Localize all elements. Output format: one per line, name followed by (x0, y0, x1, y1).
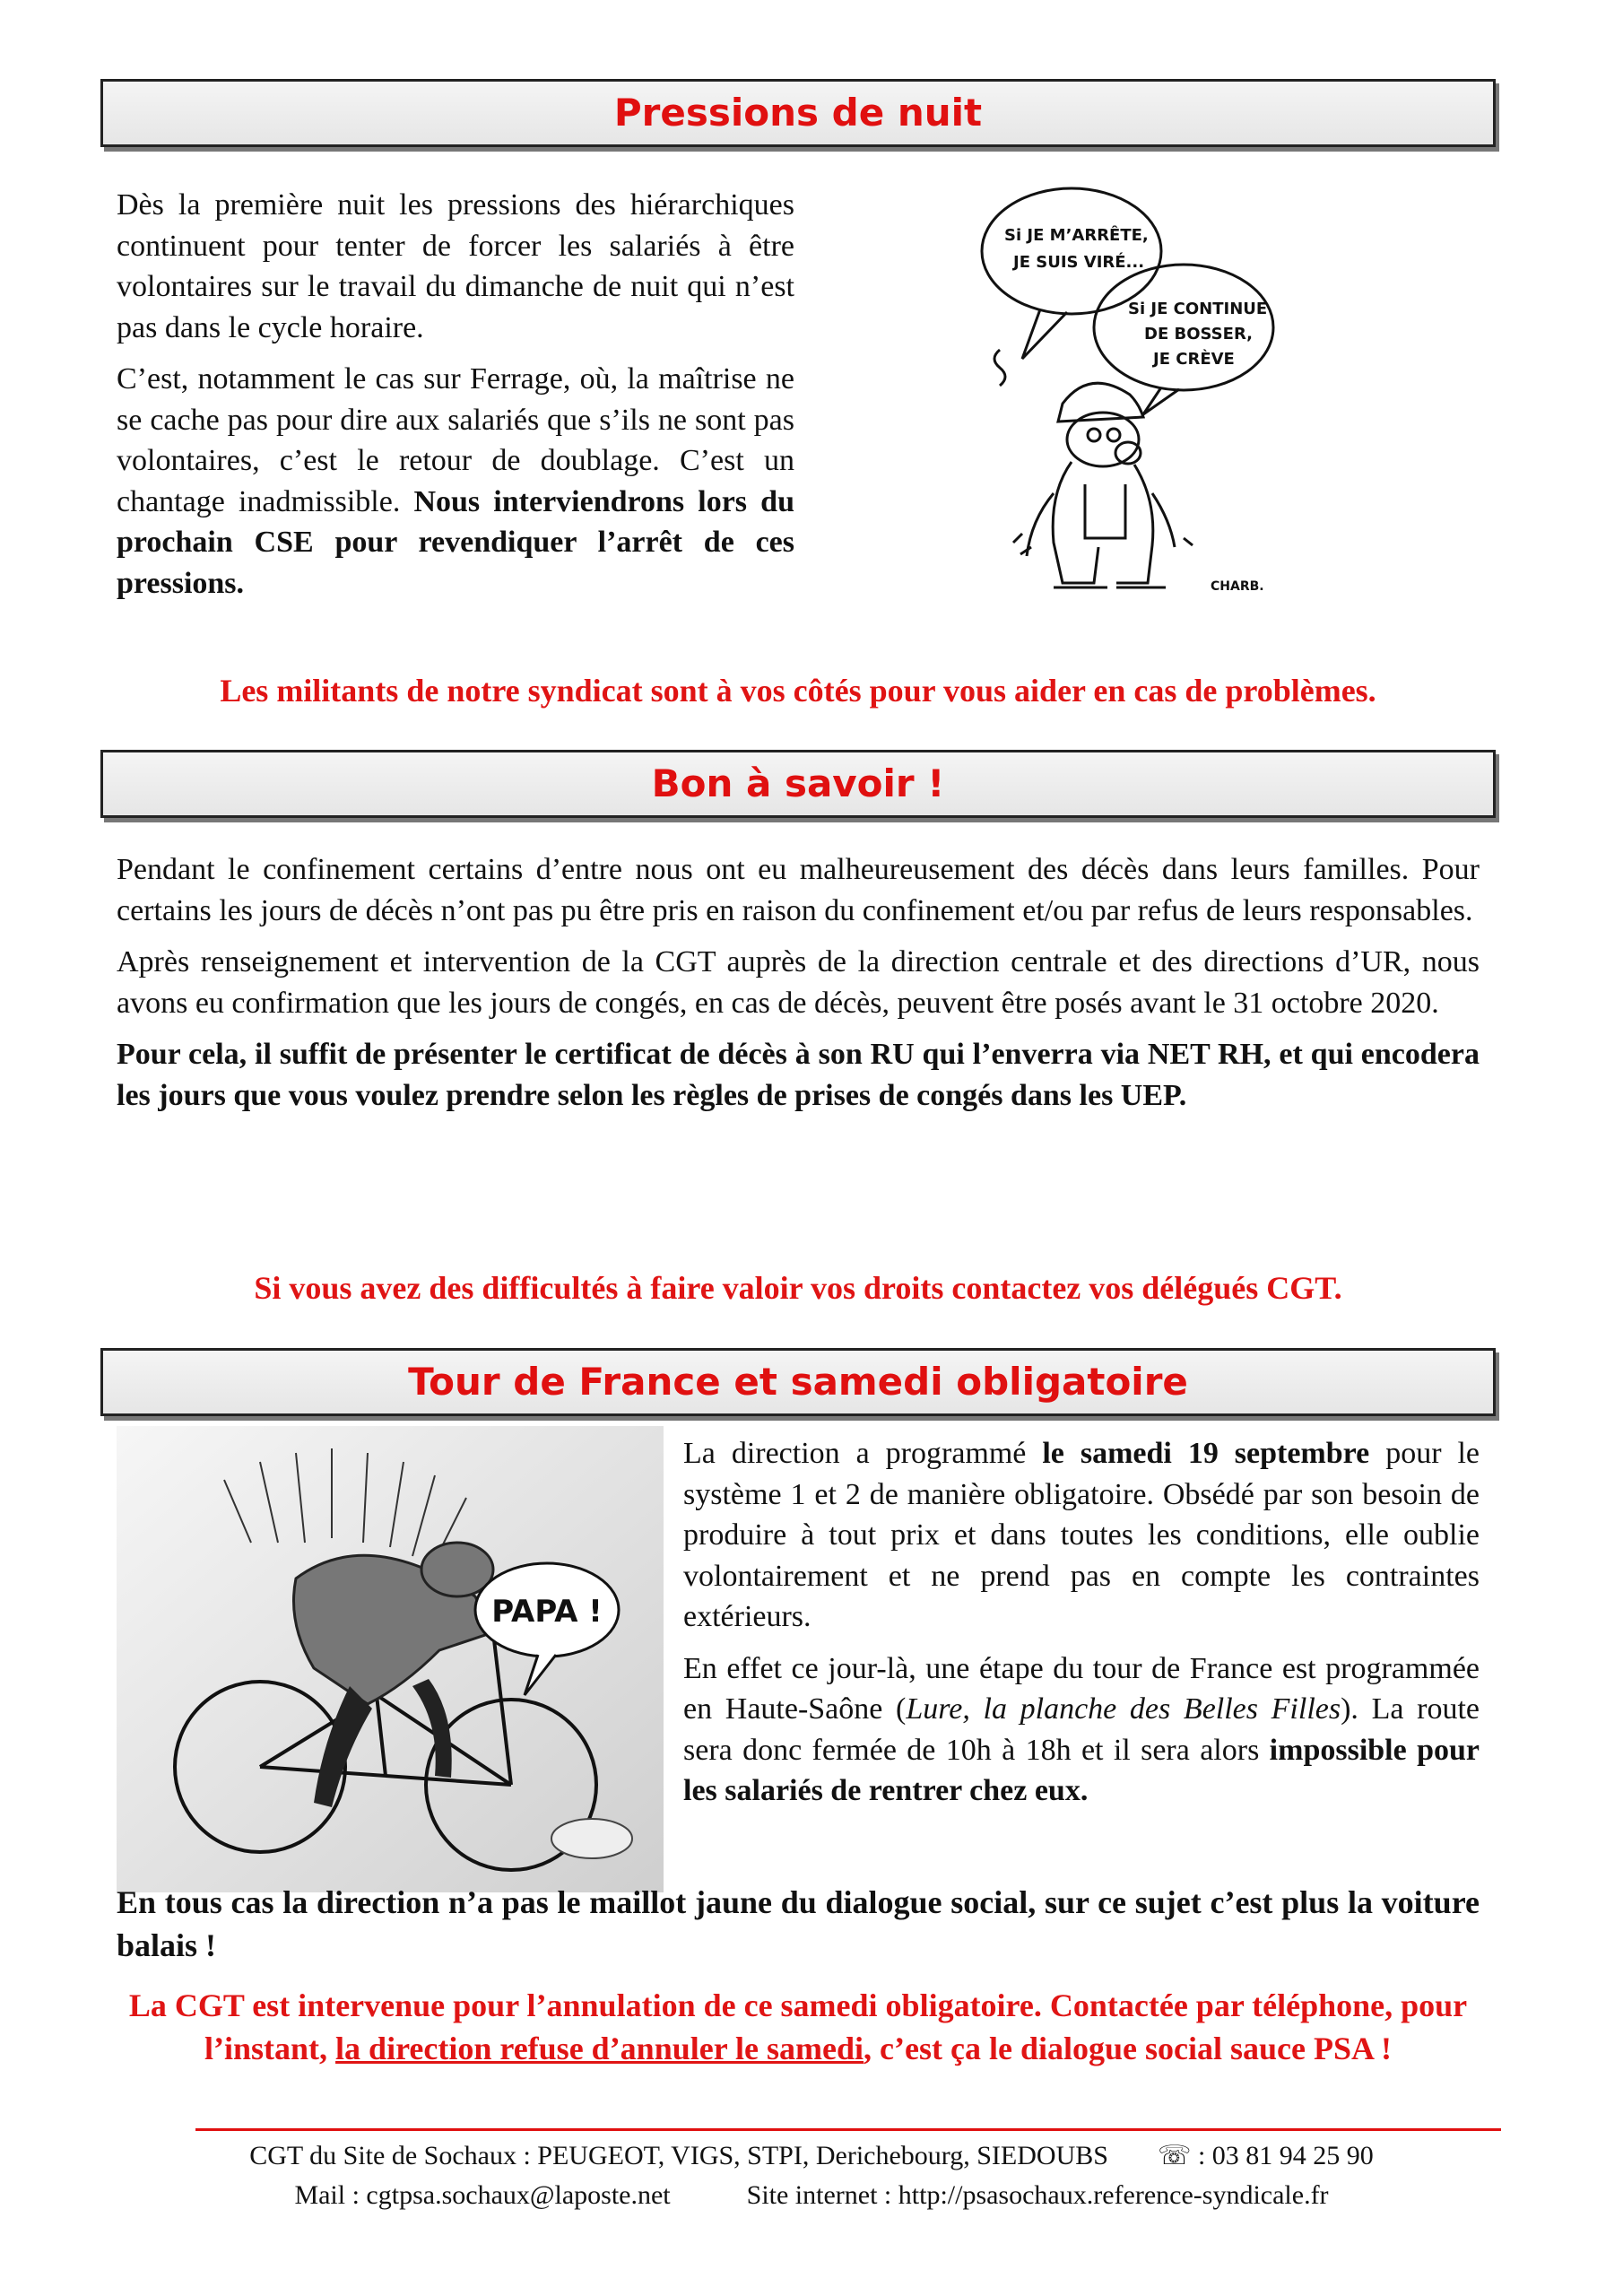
bubble-text: Si JE CONTINUE (1128, 300, 1268, 318)
conclusion: En tous cas la direction n’a pas le maillot jaune du dialogue social, sur ce sujet c’est plus la voiture balais ! (117, 1884, 1480, 1963)
red-callout: La CGT est intervenue pour l’annulation de ce samedi obligatoire. Contactée par téléphone, pour l’instant, la direction refuse d’annuler le samedi, c’est ça le dialogue social sauce PSA ! (128, 1987, 1468, 2066)
phone-icon: ☏ (1157, 2140, 1192, 2171)
cartoon-signature: CHARB. (1211, 579, 1264, 594)
cartoon-tired-worker (968, 179, 1291, 610)
bubble-text: PAPA ! (491, 1594, 603, 1630)
footer-phone: : 03 81 94 25 90 (1197, 2141, 1374, 2170)
section-title-bon-a-savoir: Bon à savoir ! (100, 750, 1496, 818)
section-title-pressions: Pressions de nuit (100, 79, 1496, 147)
footer-line-2 (126, 2178, 1497, 2213)
footer-website[interactable]: Site internet : http://psasochaux.reference-syndicale.fr (746, 2180, 1329, 2210)
red-callout: Si vous avez des difficultés à faire valoir vos droits contactez vos délégués CGT. (254, 1270, 1342, 1306)
paragraph: Après renseignement et intervention de la CGT auprès de la direction centrale et des directions d’UR, nous avons eu confirmation que les jours de congés, en cas de décès, peuvent être posés avant le 31 octobre 2020. (117, 945, 1480, 1020)
footer-mail[interactable]: Mail : cgtpsa.sochaux@laposte.net (294, 2180, 671, 2210)
section2-text (117, 849, 1480, 1126)
bubble-text: DE BOSSER, (1144, 325, 1253, 344)
paragraph: Pendant le confinement certains d’entre nous ont eu malheureusement des décès dans leurs familles. Pour certains les jours de décès n’ont pas pu être pris en raison du confinement et/ou par refus de leurs responsables. (117, 853, 1480, 927)
red-callout: Les militants de notre syndicat sont à vos côtés pour vous aider en cas de problèmes. (220, 673, 1376, 709)
paragraph: C’est, notamment le cas sur Ferrage, où, la maîtrise ne se cache pas pour dire aux salariés que s’ils ne sont pas volontaires, c’est le retour de doublage. C’est un chantage inadmissible. Nous interviendrons lors du prochain CSE pour revendiquer l’arrêt de ces pressions. (117, 362, 794, 600)
paragraph: Pour cela, il suffit de présenter le certificat de décès à son RU qui l’enverra via NET RH, et qui encodera les jours que vous voulez prendre selon les règles de prises de congés dans les UEP. (117, 1038, 1480, 1112)
footer-line-1 (126, 2138, 1497, 2174)
bubble-text: JE CRÈVE (1153, 350, 1235, 369)
bubble-text: JE SUIS VIRÉ... (1013, 253, 1145, 272)
footer-divider (195, 2128, 1501, 2131)
section3-text (683, 1433, 1480, 1822)
paragraph: En effet ce jour-là, une étape du tour de France est programmée en Haute-Saône (Lure, la planche des Belles Filles). La route sera donc fermée de 10h à 18h et il sera alors impossible pour les salariés de rentrer chez eux. (683, 1651, 1480, 1807)
paragraph: La direction a programmé le samedi 19 septembre pour le système 1 et 2 de manière obligatoire. Obsédé par son besoin de produire à tout prix et dans toutes les conditions, elle oublie volontairement et ne prend pas en compte les contraintes extérieurs. (683, 1437, 1480, 1633)
cartoon-cyclist (117, 1426, 664, 1892)
paragraph: Dès la première nuit les pressions des hiérarchiques continuent pour tenter de forcer les salariés à être volontaires sur le travail du dimanche de nuit qui n’est pas dans le cycle horaire. (117, 188, 794, 344)
section-title-tour-de-france: Tour de France et samedi obligatoire (100, 1348, 1496, 1416)
section1-text (117, 185, 794, 614)
footer-org: CGT du Site de Sochaux : PEUGEOT, VIGS, STPI, Derichebourg, SIEDOUBS (249, 2141, 1108, 2170)
bubble-text: Si JE M’ARRÊTE, (1004, 226, 1149, 245)
